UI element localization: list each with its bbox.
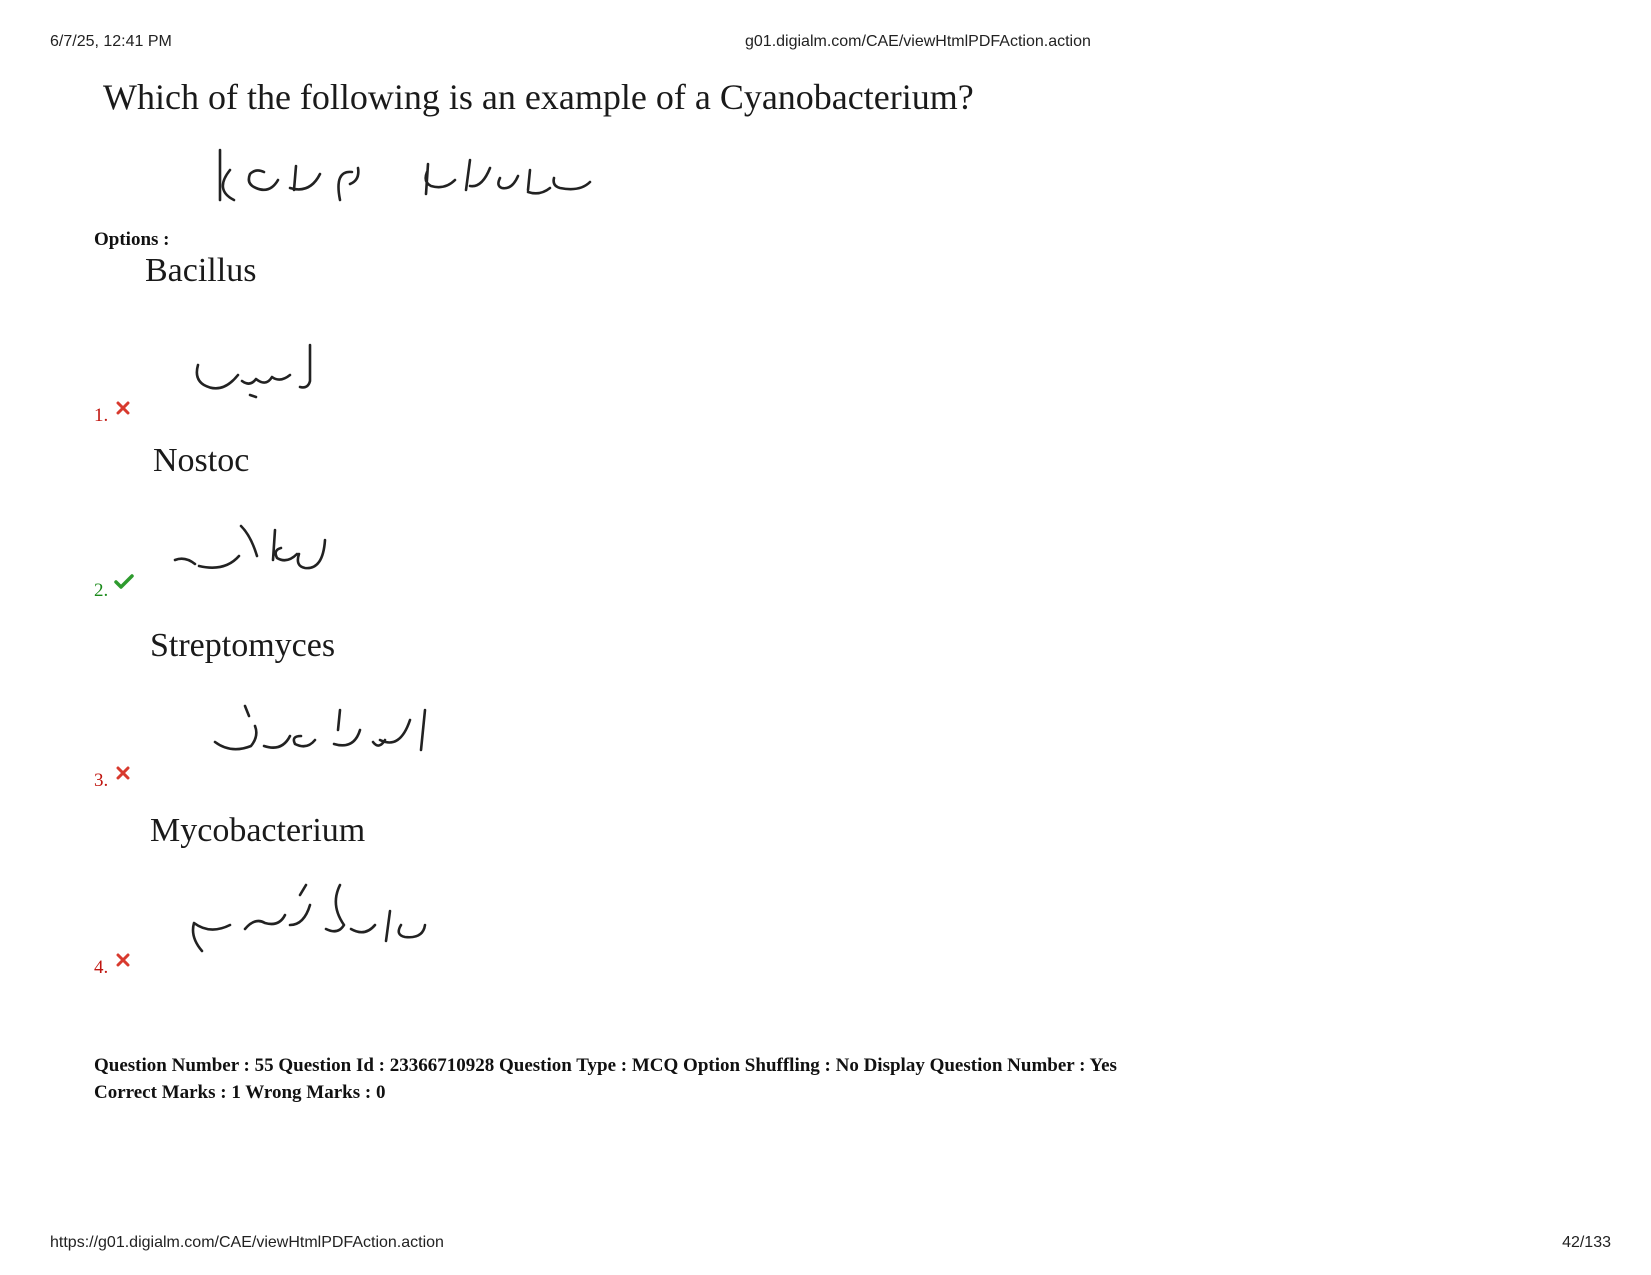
option-3-number: 3. — [94, 770, 109, 791]
print-datetime: 6/7/25, 12:41 PM — [50, 33, 172, 50]
cross-icon — [116, 953, 130, 972]
question-meta-line-1: Question Number : 55 Question Id : 23366710928 Question Type : MCQ Option Shuffling : No Display Question Number : Yes — [94, 1055, 1117, 1076]
page-number: 42/133 — [1562, 1234, 1611, 1251]
option-2-number: 2. — [94, 580, 109, 601]
print-header-url: g01.digialm.com/CAE/viewHtmlPDFAction.action — [745, 33, 1091, 50]
question-urdu-image — [200, 140, 600, 220]
option-1-urdu-image — [180, 335, 330, 415]
cross-icon — [116, 766, 130, 785]
check-icon — [114, 574, 134, 595]
option-2-text: Nostoc — [153, 442, 250, 479]
option-4-number: 4. — [94, 957, 109, 978]
option-1-text: Bacillus — [145, 252, 257, 289]
option-2-urdu-image — [165, 520, 335, 590]
option-3-text: Streptomyces — [150, 627, 336, 664]
question-text: Which of the following is an example of a Cyanobacterium? — [103, 77, 974, 117]
option-4-text: Mycobacterium — [150, 812, 366, 849]
question-meta-line-2: Correct Marks : 1 Wrong Marks : 0 — [94, 1082, 386, 1103]
option-1-number: 1. — [94, 405, 109, 426]
footer-url: https://g01.digialm.com/CAE/viewHtmlPDFAction.action — [50, 1234, 444, 1251]
options-label: Options : — [94, 229, 170, 250]
option-4-urdu-image — [190, 875, 430, 975]
option-3-urdu-image — [195, 700, 435, 780]
cross-icon — [116, 401, 130, 420]
